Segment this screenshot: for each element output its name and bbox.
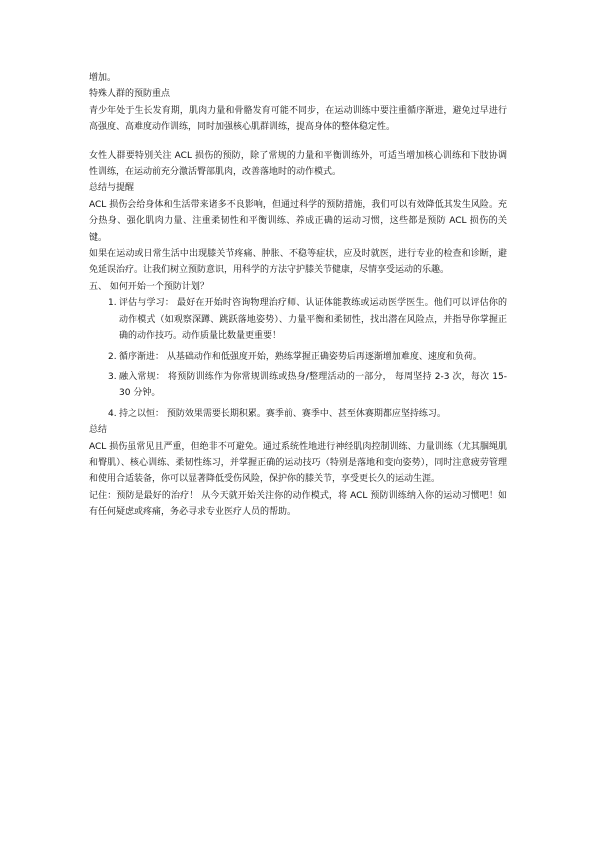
plan-item-text: 持之以恒： 预防效果需要长期积累。赛季前、赛季中、甚至休赛期都应坚持练习。 <box>119 408 446 419</box>
paragraph-seek-care: 如果在运动或日常生活中出现膝关节疼痛、肿胀、不稳等症状，应及时就医，进行专业的检查和诊断，避免延误治疗。让我们树立预防意识，用科学的方法守护膝关节健康，尽情享受运动的乐趣。 <box>89 249 507 276</box>
document-page <box>89 70 507 521</box>
paragraph-youth: 青少年处于生长发育期，肌肉力量和骨骼发育可能不同步，在运动训练中要注重循序渐进，避免过早进行高强度、高难度动作训练，同时加强核心肌群训练，提高身体的整体稳定性。 <box>89 105 507 133</box>
paragraph-gap <box>89 136 507 148</box>
plan-item-text: 融入常规： 将预防训练作为你常规训练或热身/整理活动的一部分， 每周坚持 2-3 次，每次 15-30 分钟。 <box>119 371 507 399</box>
plan-list <box>89 295 507 422</box>
heading-special-groups: 特殊人群的预防重点 <box>89 89 171 100</box>
plan-item <box>89 406 507 422</box>
plan-item-number: 2. <box>108 351 117 362</box>
heading-conclusion: 总结 <box>89 425 108 436</box>
plan-item-number: 3. <box>108 371 117 382</box>
plan-item-text: 循序渐进： 从基础动作和低强度开始，熟练掌握正确姿势后再逐渐增加难度、速度和负荷。 <box>119 351 482 362</box>
plan-item <box>89 349 507 365</box>
paragraph-conclusion: ACL 损伤虽常见且严重，但绝非不可避免。通过系统性地进行神经肌肉控制训练、力量训练（尤其腘绳肌和臀肌）、核心训练、柔韧性练习，并掌握正确的运动技巧（特别是落地和变向姿势），同时注意疲劳管理和使用合适装备，你可以显著降低受伤风险，保护你的膝关节，享受更长久的运动生涯。 <box>89 441 507 485</box>
plan-item-number: 1. <box>108 298 117 309</box>
paragraph-acl-impact: ACL 损伤会给身体和生活带来诸多不良影响，但通过科学的预防措施，我们可以有效降低其发生风险。充分热身、强化肌肉力量、注重柔韧性和平衡训练、养成正确的运动习惯，这些都是预防 ACL 损伤的关键。 <box>89 199 507 243</box>
intro-fragment: 增加。 <box>89 73 117 83</box>
plan-item <box>89 369 507 402</box>
paragraph-female: 女性人群要特别关注 ACL 损伤的预防，除了常规的力量和平衡训练外，可适当增加核心训练和下肢协调性训练，在运动前充分激活臀部肌肉，改善落地时的动作模式。 <box>89 150 507 178</box>
heading-section-five: 五、 如何开始一个预防计划？ <box>89 281 209 292</box>
heading-summary-reminder: 总结与提醒 <box>89 183 135 194</box>
plan-item-number: 4. <box>108 408 117 419</box>
plan-item-text: 评估与学习： 最好在开始时咨询物理治疗师、认证体能教练或运动医学医生。他们可以评估你的动作模式（如观察深蹲、跳跃落地姿势）、力量平衡和柔韧性，找出潜在风险点，并指导你掌握正确的动作技巧。动作质量比数量更重要！ <box>119 298 507 342</box>
plan-item <box>89 295 507 344</box>
paragraph-remember: 记住：预防是最好的治疗！ 从今天就开始关注你的动作模式，将 ACL 预防训练纳入你的运动习惯吧！如有任何疑虑或疼痛，务必寻求专业医疗人员的帮助。 <box>89 490 507 518</box>
